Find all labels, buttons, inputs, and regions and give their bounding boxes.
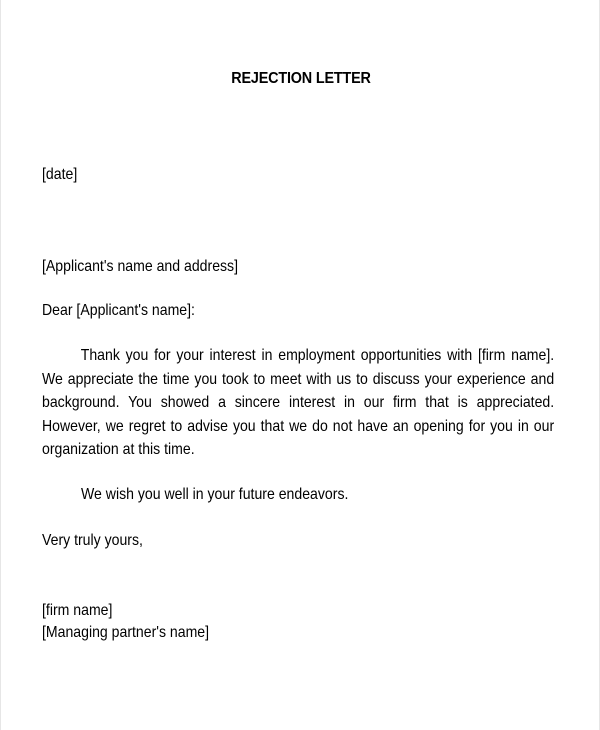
date-line: [date] — [42, 166, 78, 183]
signatory-name: [Managing partner's name] — [42, 624, 210, 641]
letter-title: REJECTION LETTER — [231, 70, 371, 87]
firm-name: [firm name] — [42, 602, 113, 619]
applicant-address: [Applicant's name and address] — [42, 258, 239, 275]
closing-wish: We wish you well in your future endeavors. — [81, 486, 349, 503]
body-paragraph — [42, 344, 554, 462]
body-text: Thank you for your interest in employment opportunities with [firm name]. We appreciate the time you took to meet with us to discuss your experience and background. You showed a sincere interest in our firm that is appreciated. However, we regret to advise you that we do not have an opening for you in our organization at this time. — [42, 347, 555, 458]
salutation: Dear [Applicant's name]: — [42, 302, 195, 319]
sign-off: Very truly yours, — [42, 532, 143, 549]
